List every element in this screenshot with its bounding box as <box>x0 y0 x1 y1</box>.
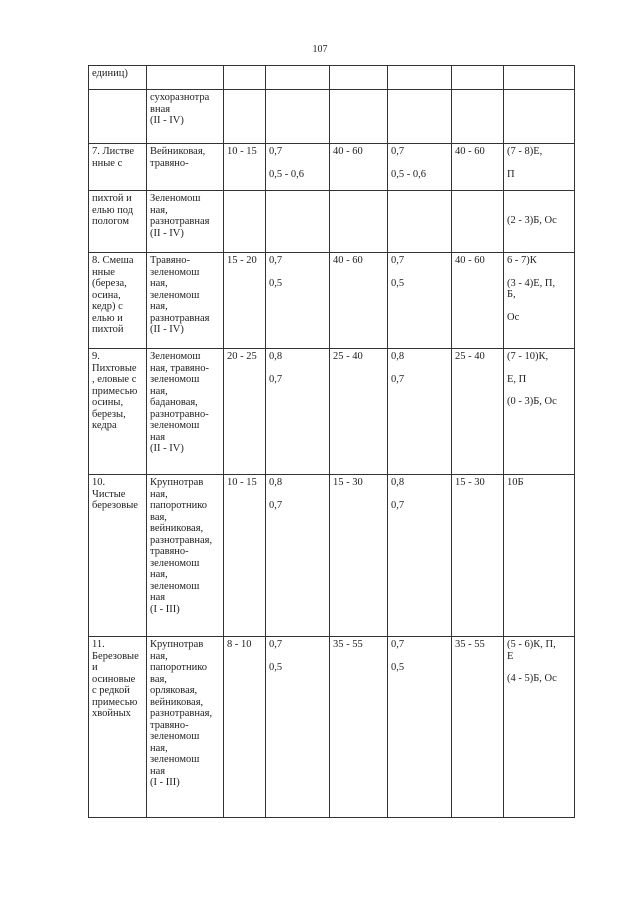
cell-line <box>391 267 448 278</box>
cell-line: 40 - 60 <box>333 255 363 266</box>
table-cell-forest-type <box>89 637 147 818</box>
cell-line: ная, <box>150 301 168 312</box>
table-cell-forest-type <box>89 191 147 253</box>
cell-line: ная <box>150 592 166 603</box>
cell-line <box>507 267 571 278</box>
cell-line: 0,7 <box>269 639 283 650</box>
cell-line: осина, <box>92 289 121 301</box>
cell-line: (II - IV) <box>150 324 184 335</box>
cell-line: вая, <box>150 673 167 685</box>
table-cell-forest-type <box>89 349 147 475</box>
cell-line: ная <box>150 765 166 777</box>
cell-line: 35 - 55 <box>455 639 485 650</box>
cell-line: нные с <box>92 157 123 169</box>
table-cell-col-6 <box>388 144 452 191</box>
table-cell-composition <box>504 191 575 253</box>
cell-line: (5 - 6)К, П, <box>507 639 556 650</box>
table-cell-composition <box>504 475 575 637</box>
cell-line: зеленомош <box>150 374 200 385</box>
table-cell-vegetation-type <box>147 191 224 253</box>
table-cell-col-4 <box>266 66 330 90</box>
cell-line: 15 - 30 <box>333 477 363 488</box>
cell-line: 0,5 <box>269 277 283 289</box>
cell-line: (3 - 4)Е, П, <box>507 277 556 289</box>
cell-line: зеленомош <box>150 266 200 278</box>
cell-line: зеленомош <box>150 557 200 569</box>
table-cell-composition <box>504 66 575 90</box>
table-row <box>89 253 575 349</box>
table-cell-col-4 <box>266 475 330 637</box>
cell-line: 10 - 15 <box>227 477 257 488</box>
cell-line: 0,7 <box>269 373 283 385</box>
table-cell-forest-type <box>89 144 147 191</box>
cell-line: 0,7 <box>391 255 405 266</box>
cell-line: 8. Смеша <box>92 255 134 266</box>
table-row <box>89 191 575 253</box>
cell-line <box>507 193 571 204</box>
table-cell-col-5 <box>330 253 388 349</box>
cell-line: зеленомош <box>150 580 200 592</box>
cell-line: 0,7 <box>391 146 405 157</box>
cell-line <box>507 385 571 396</box>
cell-line: 0,8 <box>391 351 405 362</box>
cell-line: 0,5 - 0,6 <box>391 168 426 180</box>
cell-line: (4 - 5)Б, Ос <box>507 673 557 684</box>
page-number: 107 <box>312 44 328 55</box>
cell-line: 0,5 <box>269 661 283 673</box>
cell-line: травяно- <box>150 157 189 169</box>
cell-line: Вейниковая, <box>150 146 206 157</box>
cell-line: березы, <box>92 408 126 420</box>
cell-line <box>269 651 326 662</box>
cell-line: с редкой <box>92 685 130 696</box>
cell-line: 20 - 25 <box>227 351 257 362</box>
cell-line <box>269 489 326 500</box>
cell-line: сухоразнотра <box>150 92 210 103</box>
cell-line: (0 - 3)Б, Ос <box>507 396 557 407</box>
cell-line: (7 - 8)Е, <box>507 146 543 157</box>
cell-line: примесью <box>92 696 138 708</box>
table-row <box>89 90 575 144</box>
table-cell-col-4 <box>266 191 330 253</box>
cell-line: зеленомош <box>150 731 200 742</box>
cell-line: Е, П <box>507 373 527 385</box>
cell-line: 10. <box>92 477 106 488</box>
cell-line: 0,7 <box>391 639 405 650</box>
table-cell-composition <box>504 637 575 818</box>
cell-line: 10Б <box>507 477 524 488</box>
table-cell-col-3 <box>224 253 266 349</box>
cell-line: ная, <box>150 742 168 754</box>
cell-line: Е <box>507 650 514 662</box>
cell-line <box>269 158 326 169</box>
table-cell-forest-type <box>89 253 147 349</box>
cell-line: 9. <box>92 351 100 362</box>
cell-line: 0,5 <box>391 661 405 673</box>
cell-line <box>507 662 571 673</box>
cell-line: кедра <box>92 420 117 431</box>
table-cell-col-7 <box>452 253 504 349</box>
cell-line: 0,7 <box>269 255 283 266</box>
forest-table <box>88 65 575 818</box>
table-cell-forest-type <box>89 90 147 144</box>
table-cell-col-3 <box>224 475 266 637</box>
cell-line: 0,7 <box>391 373 405 385</box>
cell-line <box>507 158 571 169</box>
cell-line: 15 - 20 <box>227 255 257 266</box>
table-cell-composition <box>504 253 575 349</box>
cell-line: 0,8 <box>391 477 405 488</box>
cell-line: (II - IV) <box>150 115 184 126</box>
table-cell-col-7 <box>452 349 504 475</box>
cell-line: осины, <box>92 397 124 408</box>
cell-line: зеленомош <box>150 420 200 431</box>
table-row <box>89 349 575 475</box>
table-cell-col-5 <box>330 475 388 637</box>
table-cell-composition <box>504 349 575 475</box>
table-cell-col-7 <box>452 637 504 818</box>
table-cell-col-5 <box>330 90 388 144</box>
cell-line: 0,5 <box>391 277 405 289</box>
cell-line: разнотравная <box>150 312 210 324</box>
cell-line: разнотравная, <box>150 534 213 546</box>
table-cell-col-7 <box>452 191 504 253</box>
cell-line: 0,7 <box>391 499 405 511</box>
cell-line: примесью <box>92 385 138 397</box>
cell-line: ная, <box>150 488 168 500</box>
cell-line: и <box>92 662 98 673</box>
cell-line: вейниковая, <box>150 696 204 708</box>
cell-line: кедр) с <box>92 301 123 312</box>
cell-line: ная, <box>150 385 168 397</box>
cell-line: Чистые <box>92 488 126 500</box>
cell-line <box>507 363 571 374</box>
table-cell-vegetation-type <box>147 144 224 191</box>
cell-line: хвойных <box>92 708 131 719</box>
cell-line: Крупнотрав <box>150 639 204 650</box>
cell-line: 0,8 <box>269 477 283 488</box>
cell-line: 8 - 10 <box>227 639 252 650</box>
cell-line: осиновые <box>92 673 136 685</box>
cell-line: папоротнико <box>150 500 208 511</box>
table-cell-composition <box>504 90 575 144</box>
cell-line: орляковая, <box>150 685 198 696</box>
cell-line: пихтой <box>92 324 124 335</box>
cell-line: папоротнико <box>150 662 208 673</box>
cell-line: травяно- <box>150 719 189 731</box>
cell-line: (I - III) <box>150 603 180 615</box>
table-cell-forest-type <box>89 66 147 90</box>
cell-line: 40 - 60 <box>455 146 485 157</box>
cell-line: (II - IV) <box>150 443 184 454</box>
table-cell-col-5 <box>330 191 388 253</box>
table-cell-col-3 <box>224 144 266 191</box>
table-cell-col-6 <box>388 349 452 475</box>
table-body <box>89 66 575 818</box>
cell-line: Пихтовые <box>92 362 137 374</box>
cell-line: 0,5 - 0,6 <box>269 168 304 180</box>
table-cell-col-6 <box>388 66 452 90</box>
table-cell-col-6 <box>388 191 452 253</box>
table-cell-col-5 <box>330 349 388 475</box>
cell-line: ная, <box>150 650 168 662</box>
table-cell-col-3 <box>224 349 266 475</box>
cell-line <box>391 651 448 662</box>
table-cell-vegetation-type <box>147 66 224 90</box>
cell-line: Крупнотрав <box>150 477 204 488</box>
table-cell-col-3 <box>224 191 266 253</box>
table-cell-col-4 <box>266 144 330 191</box>
table-cell-col-3 <box>224 66 266 90</box>
cell-line: березовые <box>92 500 138 511</box>
cell-line: 40 - 60 <box>455 255 485 266</box>
cell-line: (II - IV) <box>150 227 184 239</box>
table-cell-col-3 <box>224 637 266 818</box>
cell-line: бадановая, <box>150 397 198 408</box>
table-cell-vegetation-type <box>147 637 224 818</box>
cell-line: 40 - 60 <box>333 146 363 157</box>
cell-line: Б, <box>507 289 516 300</box>
table-row <box>89 66 575 90</box>
table-cell-col-4 <box>266 349 330 475</box>
cell-line: единиц) <box>92 68 128 79</box>
table-cell-col-6 <box>388 253 452 349</box>
table-cell-col-7 <box>452 66 504 90</box>
cell-line: (7 - 10)К, <box>507 351 549 362</box>
cell-line <box>391 489 448 500</box>
table-cell-col-7 <box>452 144 504 191</box>
table-cell-vegetation-type <box>147 253 224 349</box>
cell-line: 0,7 <box>269 499 283 511</box>
cell-line: ная <box>150 431 166 443</box>
table-cell-vegetation-type <box>147 475 224 637</box>
cell-line: зеленомош <box>150 754 200 765</box>
cell-line: елью и <box>92 312 123 324</box>
cell-line: вейниковая, <box>150 523 204 534</box>
cell-line: 25 - 40 <box>333 351 363 362</box>
cell-line: Ос <box>507 311 520 323</box>
cell-line: Зеленомош <box>150 351 201 362</box>
cell-line: 7. Листве <box>92 146 135 157</box>
table-cell-col-7 <box>452 90 504 144</box>
cell-line: ная, <box>150 569 168 580</box>
table-cell-col-3 <box>224 90 266 144</box>
table-cell-col-5 <box>330 66 388 90</box>
cell-line: пологом <box>92 216 129 227</box>
table-cell-forest-type <box>89 475 147 637</box>
cell-line: 0,7 <box>269 146 283 157</box>
cell-line: вая, <box>150 511 167 523</box>
cell-line: ная, <box>150 278 168 289</box>
cell-line: нные <box>92 266 115 278</box>
table-cell-col-6 <box>388 90 452 144</box>
cell-line: 6 - 7)К <box>507 255 537 266</box>
cell-line <box>269 267 326 278</box>
cell-line: разнотравно- <box>150 408 209 420</box>
table-cell-col-4 <box>266 637 330 818</box>
cell-line: Зеленомош <box>150 193 201 204</box>
cell-line <box>391 363 448 374</box>
cell-line: зеленомош <box>150 289 200 301</box>
cell-line <box>507 301 571 312</box>
table-cell-col-6 <box>388 475 452 637</box>
table-row <box>89 475 575 637</box>
cell-line: , еловые с <box>92 374 137 385</box>
cell-line: разнотравная, <box>150 708 213 719</box>
cell-line: ная, <box>150 204 168 216</box>
cell-line: П <box>507 168 515 180</box>
cell-line <box>391 158 448 169</box>
cell-line: травяно- <box>150 546 189 557</box>
cell-line <box>269 363 326 374</box>
cell-line <box>507 204 571 215</box>
cell-line: вная <box>150 103 171 115</box>
cell-line: ная, травяно- <box>150 362 210 374</box>
table-cell-col-5 <box>330 637 388 818</box>
cell-line: 15 - 30 <box>455 477 485 488</box>
cell-line: Травяно- <box>150 255 190 266</box>
cell-line: 35 - 55 <box>333 639 363 650</box>
table-cell-col-4 <box>266 90 330 144</box>
cell-line: Березовые <box>92 650 139 662</box>
table-cell-col-5 <box>330 144 388 191</box>
cell-line: разнотравная <box>150 216 210 227</box>
table-cell-vegetation-type <box>147 90 224 144</box>
table-cell-col-7 <box>452 475 504 637</box>
table-row <box>89 637 575 818</box>
table-cell-col-4 <box>266 253 330 349</box>
cell-line: 11. <box>92 639 105 650</box>
table-cell-col-6 <box>388 637 452 818</box>
cell-line: 25 - 40 <box>455 351 485 362</box>
table-cell-vegetation-type <box>147 349 224 475</box>
table-cell-composition <box>504 144 575 191</box>
cell-line: елью под <box>92 204 134 216</box>
cell-line: (2 - 3)Б, Ос <box>507 215 557 226</box>
cell-line: 0,8 <box>269 351 283 362</box>
table-row <box>89 144 575 191</box>
cell-line: 10 - 15 <box>227 146 257 157</box>
cell-line: (I - III) <box>150 777 180 788</box>
cell-line: пихтой и <box>92 193 132 204</box>
cell-line: (береза, <box>92 278 127 289</box>
